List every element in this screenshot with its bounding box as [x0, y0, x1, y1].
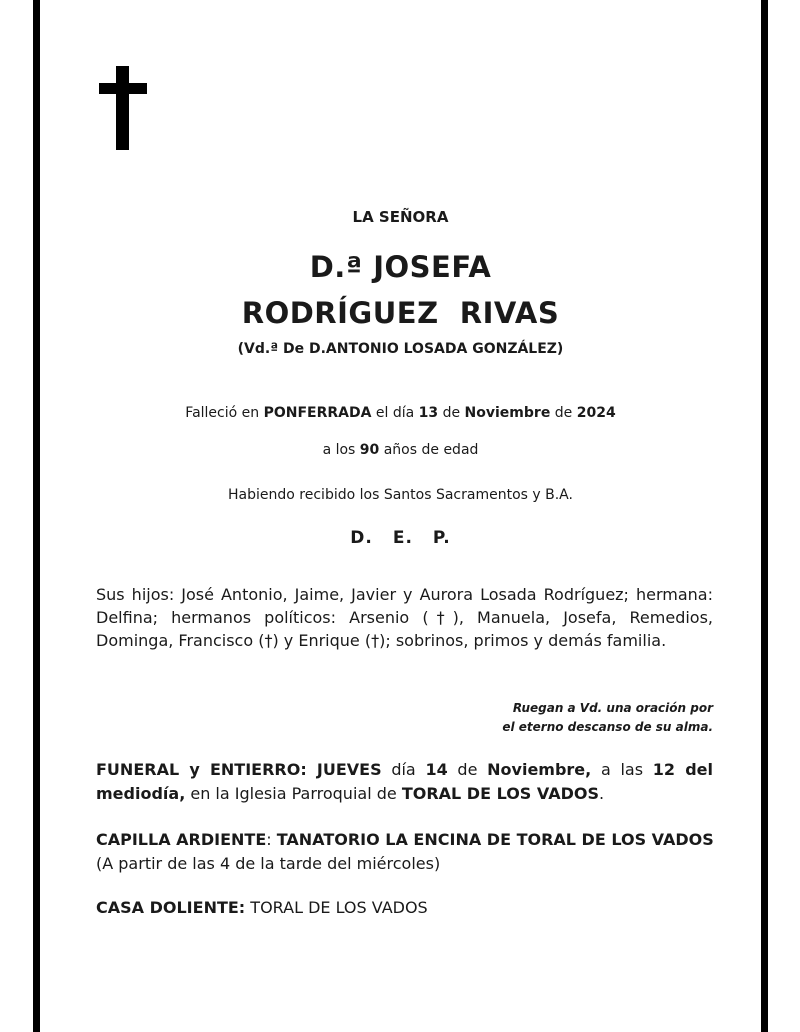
widow-of-line: (Vd.ª De D.ANTONIO LOSADA GONZÁLEZ)	[237, 341, 564, 357]
title-line: LA SEÑORA	[352, 208, 449, 226]
mourning-house: CASA DOLIENTE: TORAL DE LOS VADOS	[96, 898, 428, 917]
sacraments-line: Habiendo recibido los Santos Sacramentos y B.A.	[228, 487, 573, 503]
left-border-bar	[33, 0, 40, 1032]
funeral-details: FUNERAL y ENTIERRO: JUEVES día 14 de Noviembre, a las 12 del mediodía, en la Iglesia Parroquial de TORAL DE LOS VADOS.	[96, 760, 714, 803]
deceased-name-line2: RODRÍGUEZ RIVAS	[241, 296, 560, 330]
survivors-paragraph: Sus hijos: José Antonio, Jaime, Javier y Aurora Losada Rodríguez; hermana: Delfina; hermanos políticos: Arsenio (†), Manuela, Josefa, Remedios, Dominga, Francisco (†) y Enrique (†); sobrinos, primos y demás familia.	[96, 585, 713, 650]
deceased-name-line1: D.ª JOSEFA	[309, 250, 492, 284]
right-border-bar	[761, 0, 768, 1032]
death-statement: Falleció en PONFERRADA el día 13 de Noviembre de 2024	[185, 405, 616, 421]
prayer-request: Ruegan a Vd. una oración por el eterno descanso de su alma.	[502, 701, 713, 734]
latin-cross-icon	[99, 66, 147, 150]
chapel-details: CAPILLA ARDIENTE: TANATORIO LA ENCINA DE TORAL DE LOS VADOS (A partir de las 4 de la tarde del miércoles)	[96, 830, 714, 873]
age-statement: a los 90 años de edad	[322, 442, 479, 458]
rip-line: D. E. P.	[350, 528, 451, 548]
